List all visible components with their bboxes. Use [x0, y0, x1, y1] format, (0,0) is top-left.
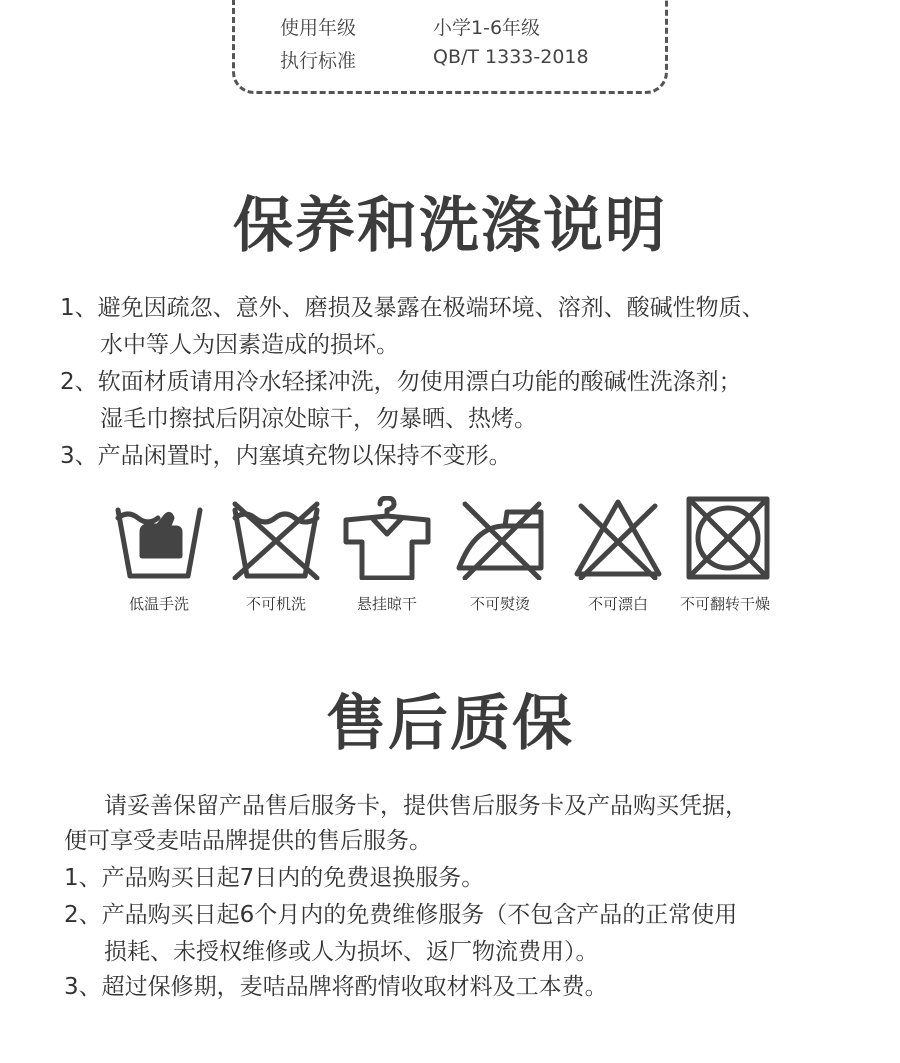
- aftersales-line: 便可享受麦咭品牌提供的售后服务。: [64, 828, 432, 854]
- spec-label: 使用年级: [280, 17, 357, 39]
- care-label: 不可熨烫: [469, 595, 530, 613]
- care-line: 1、避免因疏忽、意外、磨损及暴露在极端环境、溶剂、酸碱性物质、: [60, 295, 765, 321]
- hang-dry-icon: [342, 496, 432, 580]
- care-label: 不可翻转干燥: [679, 595, 770, 613]
- care-line: 3、产品闲置时，内塞填充物以保持不变形。: [60, 443, 512, 469]
- spec-value: 小学1-6年级: [433, 17, 541, 39]
- aftersales-line: 1、产品购买日起7日内的免费退换服务。: [64, 865, 485, 891]
- care-label: 悬挂晾干: [356, 595, 417, 613]
- spec-label: 执行标准: [280, 50, 357, 72]
- aftersales-line: 2、产品购买日起6个月内的免费维修服务（不包含产品的正常使用: [64, 902, 738, 928]
- care-line: 2、软面材质请用冷水轻揉冲洗，勿使用漂白功能的酸碱性洗涤剂；: [60, 369, 742, 395]
- aftersales-line: 损耗、未授权维修或人为损坏、返厂物流费用）。: [104, 939, 599, 965]
- spec-value: QB/T 1333-2018: [433, 46, 589, 68]
- no-bleach-icon: [573, 496, 663, 580]
- care-title: 保养和洗涤说明: [233, 191, 667, 261]
- no-machine-wash-icon: [231, 496, 321, 580]
- care-line: 水中等人为因素造成的损坏。: [100, 332, 399, 358]
- care-label: 不可机洗: [245, 595, 306, 613]
- no-iron-icon: [455, 496, 545, 580]
- aftersales-line: 请妥善保留产品售后服务卡，提供售后服务卡及产品购买凭据，: [104, 793, 748, 819]
- aftersales-line: 3、超过保修期，麦咭品牌将酌情收取材料及工本费。: [64, 974, 608, 1000]
- care-label: 不可漂白: [587, 595, 648, 613]
- hand-wash-icon: [114, 496, 204, 580]
- aftersales-title: 售后质保: [326, 689, 574, 759]
- care-line: 湿毛巾擦拭后阴凉处晾干，勿暴晒、热烤。: [100, 406, 537, 432]
- care-label: 低温手洗: [128, 595, 189, 613]
- no-tumble-dry-icon: [683, 496, 773, 580]
